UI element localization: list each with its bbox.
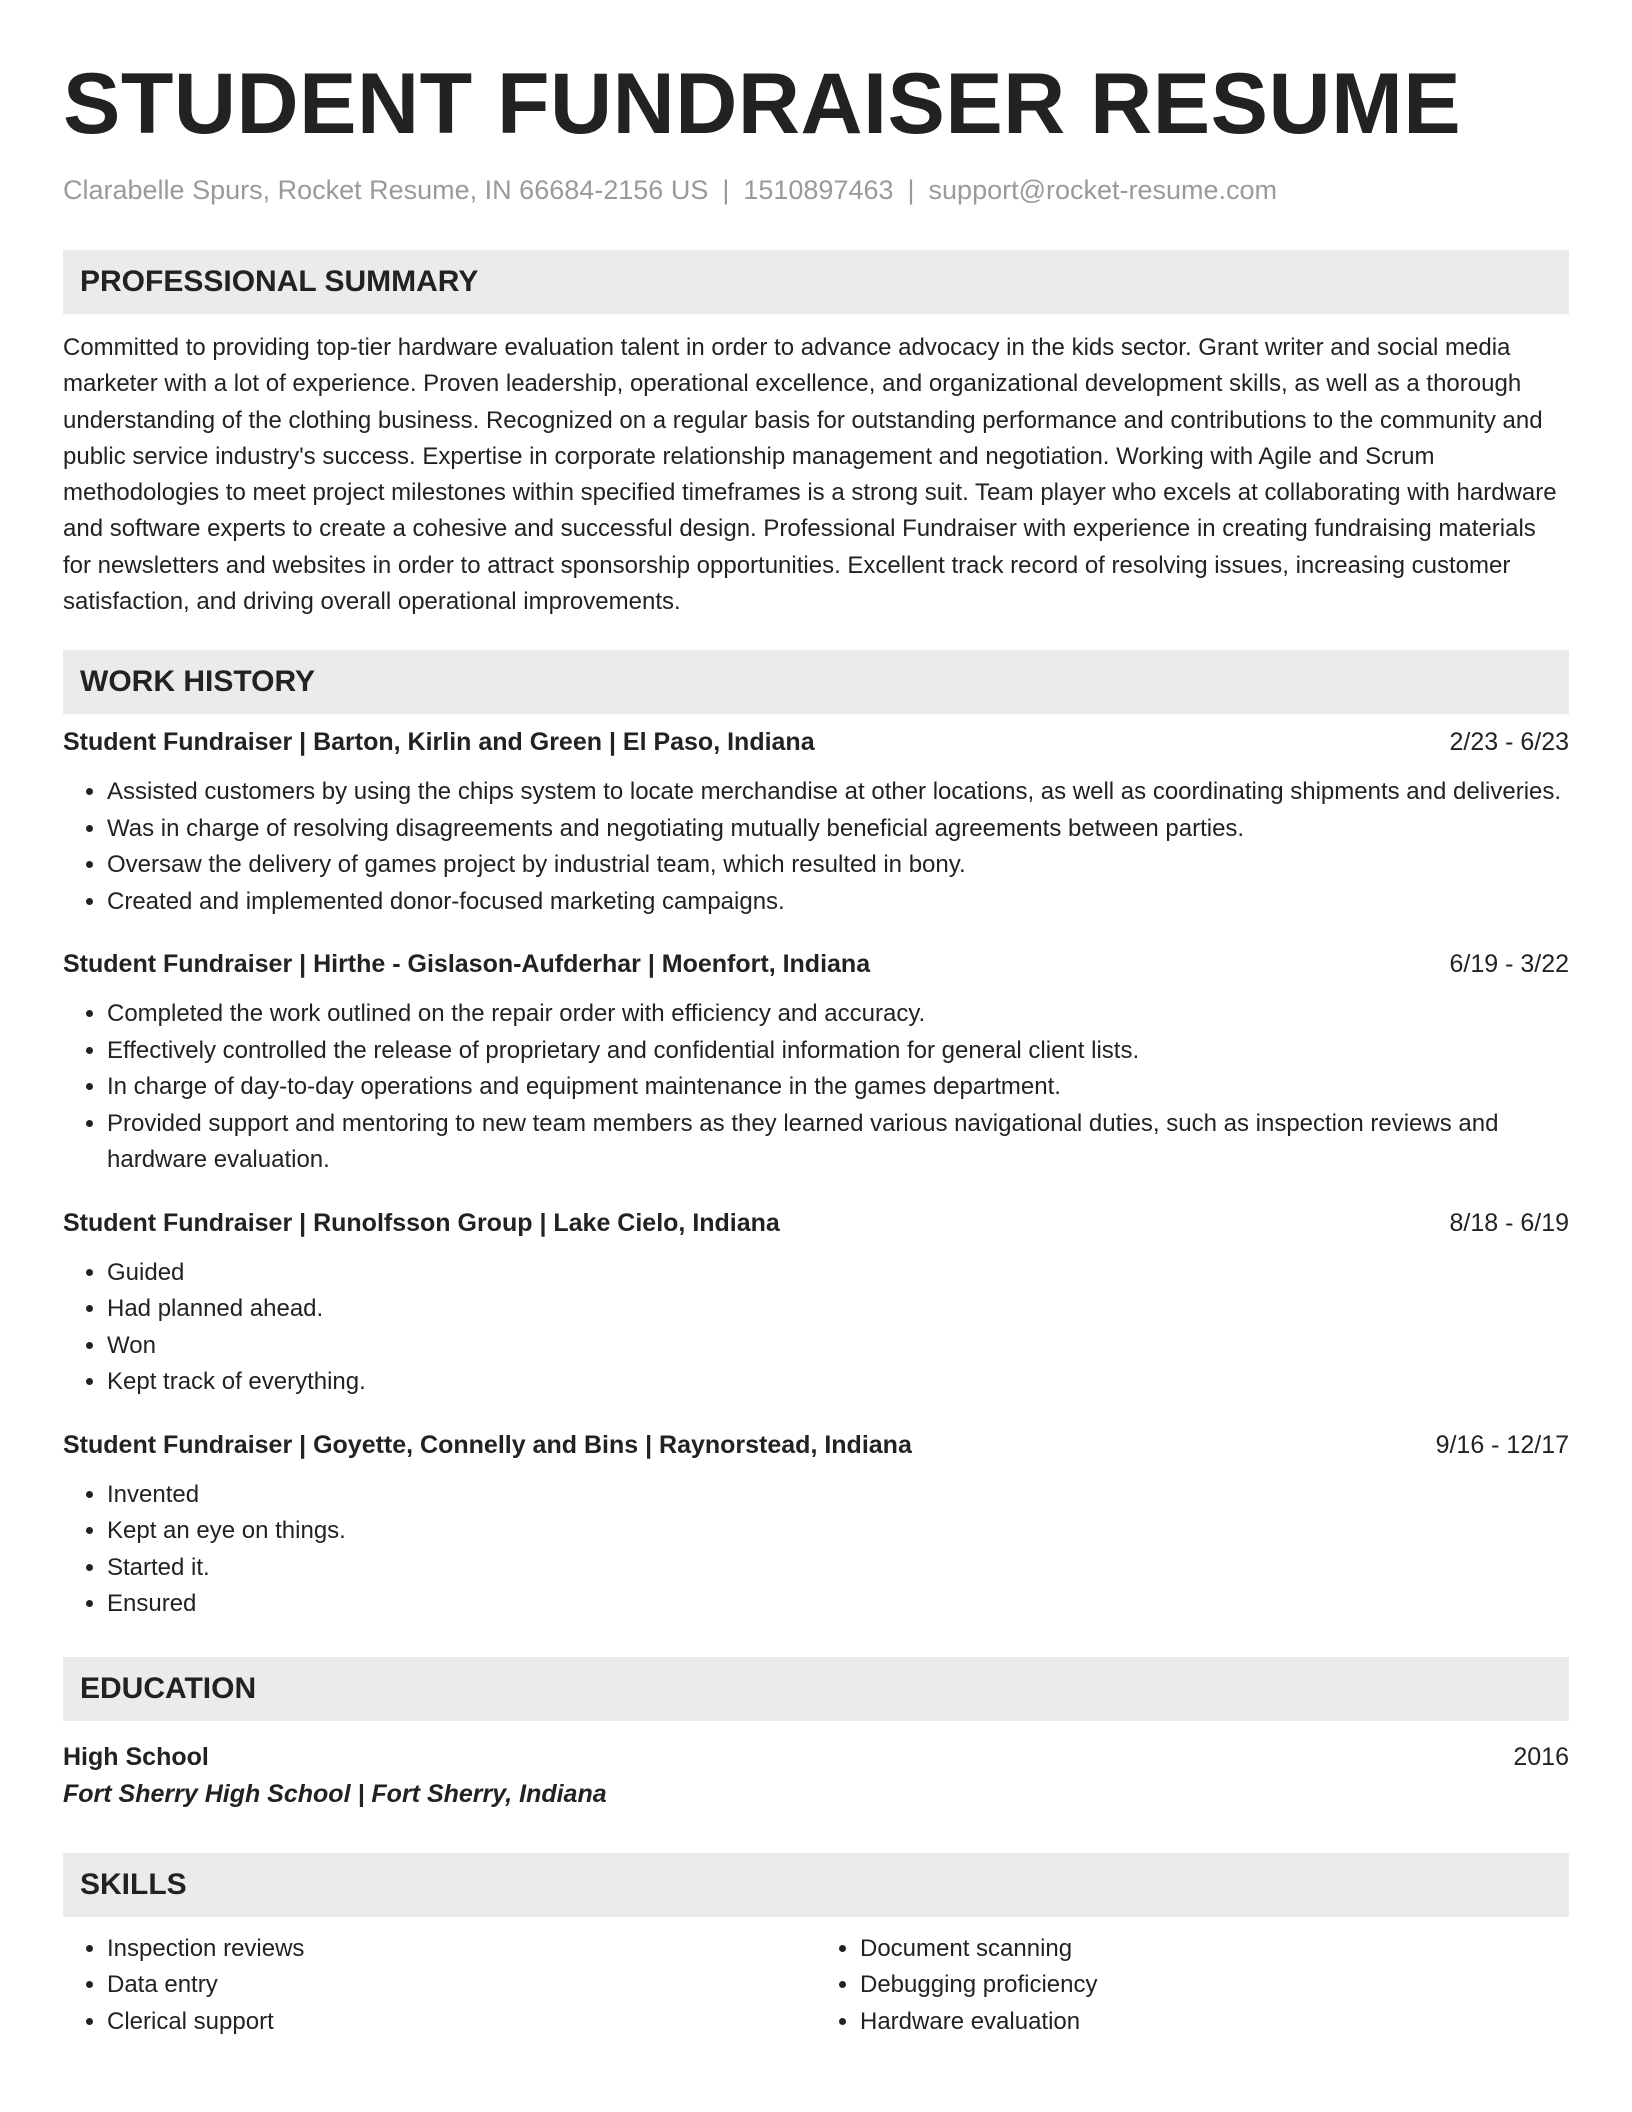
job-bullet: • Guided [107,1255,1569,1292]
skill-item: • Document scanning [860,1931,1569,1968]
job-bullet: • Created and implemented donor-focused marketing campaigns. [107,884,1569,921]
job-entry [63,1427,1569,1623]
skills-heading: SKILLS [63,1853,1569,1917]
education-degree: High School [63,1742,209,1771]
skill-item: • Data entry [107,1967,816,2004]
job-bullet: • Was in charge of resolving disagreements and negotiating mutually beneficial agreements between parties. [107,811,1569,848]
education-heading: EDUCATION [63,1657,1569,1721]
contact-line [63,172,1569,208]
job-dates: 2/23 - 6/23 [1449,728,1569,757]
resume-title: STUDENT FUNDRAISER RESUME [63,56,1462,152]
skill-item: • Clerical support [107,2004,816,2041]
job-title: Student Fundraiser | Goyette, Connelly and Bins | Raynorstead, Indiana [63,1430,912,1459]
skill-item: • Inspection reviews [107,1931,816,1968]
job-title: Student Fundraiser | Hirthe - Gislason-Aufderhar | Moenfort, Indiana [63,950,871,979]
skill-item: • Hardware evaluation [860,2004,1569,2041]
job-dates: 6/19 - 3/22 [1449,950,1569,979]
skill-item: • Debugging proficiency [860,1967,1569,2004]
contact-address: Clarabelle Spurs, Rocket Resume, IN 66684-2156 US [63,175,709,205]
skills-list [63,1931,1569,2041]
contact-email: support@rocket-resume.com [928,175,1278,205]
summary-heading: PROFESSIONAL SUMMARY [63,250,1569,314]
job-bullet: • In charge of day-to-day operations and equipment maintenance in the games department. [107,1069,1569,1106]
job-bullets [63,996,1569,1179]
job-bullet: • Completed the work outlined on the repair order with efficiency and accuracy. [107,996,1569,1033]
job-entry [63,1205,1569,1401]
job-header [63,1427,1569,1463]
education-school: Fort Sherry High School | Fort Sherry, Indiana [63,1779,607,1808]
contact-separator: | [907,175,915,205]
contact-phone: 1510897463 [743,175,894,205]
job-bullet: • Kept track of everything. [107,1364,1569,1401]
job-bullet: • Provided support and mentoring to new team members as they learned various navigational duties, such as inspection reviews and hardware evaluation. [107,1106,1569,1179]
job-bullet: • Kept an eye on things. [107,1513,1569,1550]
job-bullet: • Oversaw the delivery of games project by industrial team, which resulted in bony. [107,847,1569,884]
job-bullet: • Had planned ahead. [107,1291,1569,1328]
job-bullets [63,774,1569,920]
job-bullets [63,1255,1569,1401]
job-dates: 9/16 - 12/17 [1435,1430,1569,1459]
job-dates: 8/18 - 6/19 [1449,1208,1569,1237]
job-bullet: • Invented [107,1477,1569,1514]
job-bullet: • Effectively controlled the release of proprietary and confidential information for general client lists. [107,1033,1569,1070]
job-header [63,1205,1569,1241]
job-header [63,724,1569,760]
job-bullet: • Won [107,1328,1569,1365]
contact-separator: | [722,175,730,205]
education-year: 2016 [1513,1742,1569,1771]
skills-column-left [63,1931,816,2041]
job-title: Student Fundraiser | Barton, Kirlin and Green | El Paso, Indiana [63,728,815,757]
job-bullets [63,1477,1569,1623]
summary-text: Committed to providing top-tier hardware evaluation talent in order to advance advocacy in the kids sector. Grant writer and social media marketer with a lot of experience. Proven leadership, operational excellence, and organizational development skills, as well as a thorough understanding of the clothing business. Recognized on a regular basis for outstanding performance and contributions to the community and public service industry's success. Expertise in corporate relationship management and negotiation. Working with Agile and Scrum methodologies to meet project milestones within specified timeframes is a strong suit. Team player who excels at collaborating with hardware and software experts to create a cohesive and successful design. Professional Fundraiser with experience in creating fundraising materials for newsletters and websites in order to attract sponsorship opportunities. Excellent track record of resolving issues, increasing customer satisfaction, and driving overall operational improvements. [63,334,1557,616]
job-header [63,946,1569,982]
education-row [63,1739,1569,1775]
job-bullet: • Assisted customers by using the chips system to locate merchandise at other locations, as well as coordinating shipments and deliveries. [107,774,1569,811]
job-entry [63,946,1569,1179]
job-bullet: • Started it. [107,1550,1569,1587]
skills-column-right [816,1931,1569,2041]
job-title: Student Fundraiser | Runolfsson Group | Lake Cielo, Indiana [63,1208,780,1237]
work-history-heading: WORK HISTORY [63,650,1569,714]
job-entry [63,724,1569,920]
job-bullet: • Ensured [107,1586,1569,1623]
